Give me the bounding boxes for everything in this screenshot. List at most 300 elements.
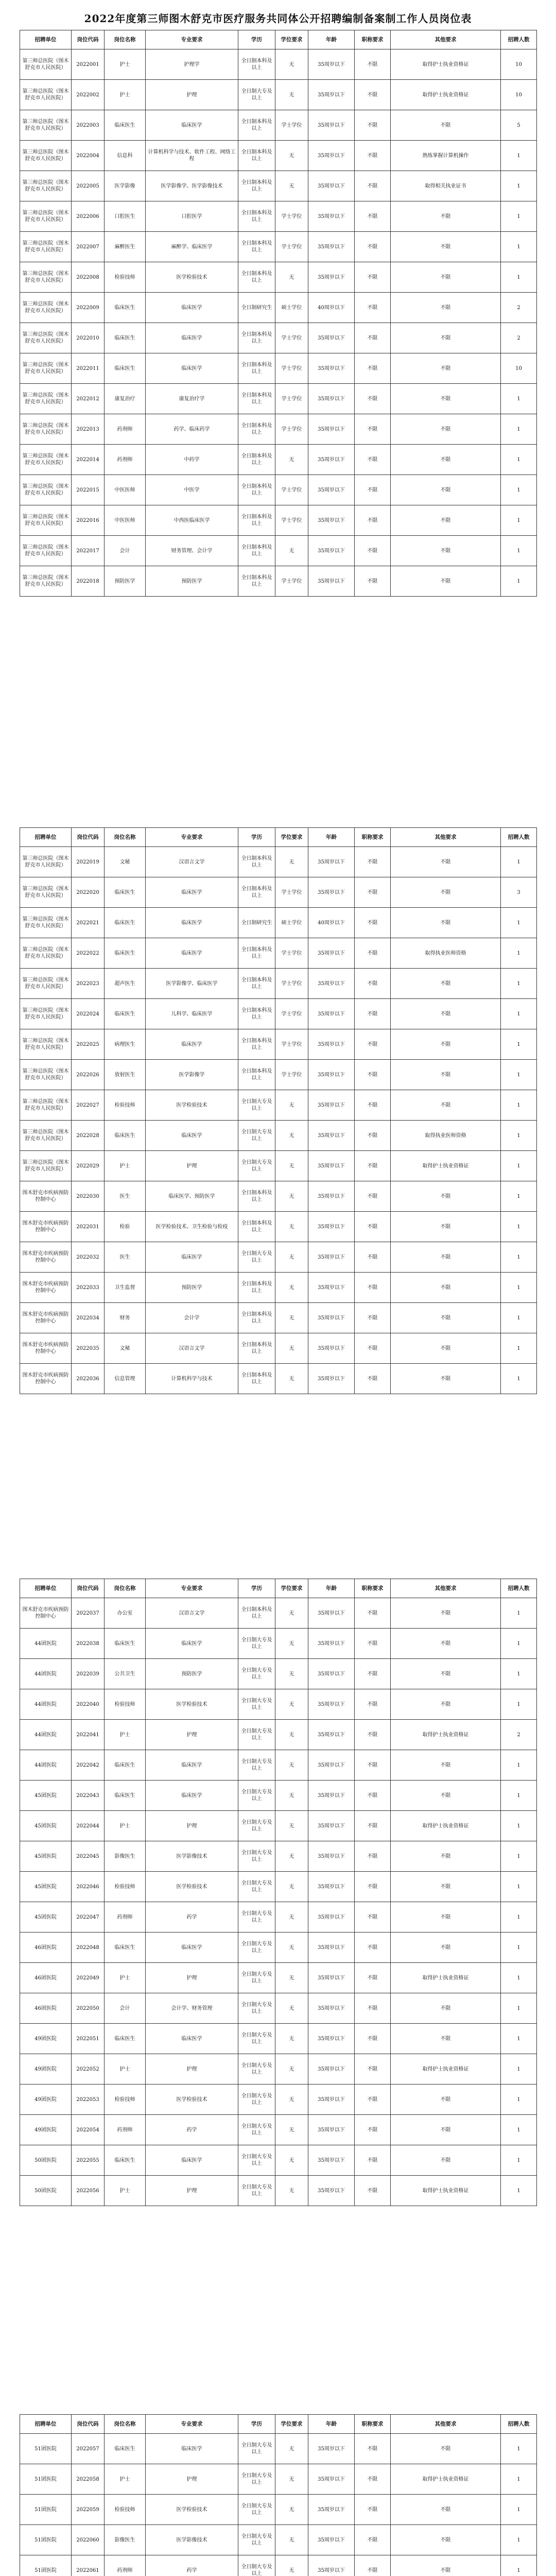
cell-age: 35周岁以下 <box>308 938 355 969</box>
cell-age: 35周岁以下 <box>308 1060 355 1090</box>
table-row <box>20 1963 537 1993</box>
cell-professional-title: 不限 <box>355 232 391 262</box>
cell-age: 35周岁以下 <box>308 141 355 171</box>
table-row <box>20 475 537 505</box>
column-header-age: 年龄 <box>308 30 355 49</box>
column-header-headcount: 招聘人数 <box>501 1579 537 1598</box>
cell-headcount: 1 <box>501 1121 537 1151</box>
cell-degree: 无 <box>275 1933 308 1963</box>
cell-professional-title: 不限 <box>355 1598 391 1629</box>
table-row <box>20 414 537 445</box>
cell-age: 35周岁以下 <box>308 1333 355 1364</box>
cell-post-code: 2022011 <box>72 353 105 384</box>
cell-department: 49团医院 <box>20 2054 72 2084</box>
cell-major: 药学 <box>146 2555 238 2576</box>
column-header-professional-title: 职称要求 <box>355 30 391 49</box>
cell-major: 儿科学、临床医学 <box>146 999 238 1029</box>
cell-age: 35周岁以下 <box>308 1181 355 1212</box>
cell-degree: 无 <box>275 1781 308 1811</box>
column-header-degree: 学位要求 <box>275 1579 308 1598</box>
cell-post-name: 临床医生 <box>105 293 146 323</box>
cell-age: 35周岁以下 <box>308 1781 355 1811</box>
cell-professional-title: 不限 <box>355 999 391 1029</box>
cell-post-name: 康复治疗 <box>105 384 146 414</box>
cell-professional-title: 不限 <box>355 80 391 110</box>
cell-post-code: 2022009 <box>72 293 105 323</box>
cell-education: 全日制本科及以上 <box>238 877 275 908</box>
cell-major: 临床医学 <box>146 938 238 969</box>
table-row <box>20 1781 537 1811</box>
cell-post-name: 口腔医生 <box>105 201 146 232</box>
cell-headcount: 1 <box>501 1212 537 1242</box>
cell-other-requirements: 不限 <box>391 1659 501 1689</box>
table-header-row <box>20 1579 537 1598</box>
cell-post-code: 2022025 <box>72 1029 105 1060</box>
cell-professional-title: 不限 <box>355 2464 391 2495</box>
cell-professional-title: 不限 <box>355 1212 391 1242</box>
cell-post-code: 2022039 <box>72 1659 105 1689</box>
table-row <box>20 1181 537 1212</box>
cell-age: 35周岁以下 <box>308 1841 355 1872</box>
cell-headcount: 1 <box>501 999 537 1029</box>
column-header-headcount: 招聘人数 <box>501 828 537 847</box>
cell-department: 第三师总医院（图木舒克市人民医院） <box>20 201 72 232</box>
cell-age: 35周岁以下 <box>308 2464 355 2495</box>
cell-education: 全日制大专及以上 <box>238 1720 275 1750</box>
cell-major: 临床医学 <box>146 2434 238 2464</box>
cell-degree: 无 <box>275 1121 308 1151</box>
table-row <box>20 1902 537 1933</box>
cell-degree: 学士学位 <box>275 323 308 353</box>
cell-age: 35周岁以下 <box>308 414 355 445</box>
cell-post-code: 2022001 <box>72 49 105 80</box>
cell-other-requirements: 不限 <box>391 293 501 323</box>
table-row <box>20 110 537 141</box>
cell-other-requirements: 不限 <box>391 908 501 938</box>
cell-headcount: 1 <box>501 1090 537 1121</box>
cell-other-requirements: 不限 <box>391 232 501 262</box>
cell-post-name: 文秘 <box>105 847 146 877</box>
cell-professional-title: 不限 <box>355 2176 391 2206</box>
cell-other-requirements: 取得护士执业资格证 <box>391 1963 501 1993</box>
cell-post-code: 2022028 <box>72 1121 105 1151</box>
cell-education: 全日制大专及以上 <box>238 1689 275 1720</box>
cell-post-code: 2022030 <box>72 1181 105 1212</box>
cell-headcount: 1 <box>501 536 537 566</box>
cell-age: 35周岁以下 <box>308 384 355 414</box>
column-header-post-name: 岗位名称 <box>105 30 146 49</box>
cell-department: 45团医院 <box>20 1872 72 1902</box>
cell-age: 35周岁以下 <box>308 2024 355 2054</box>
cell-education: 全日制本科及以上 <box>238 969 275 999</box>
table-row <box>20 847 537 877</box>
cell-post-name: 临床医生 <box>105 908 146 938</box>
cell-department: 图木舒克市疾病预防控制中心 <box>20 1212 72 1242</box>
cell-headcount: 1 <box>501 1333 537 1364</box>
cell-department: 图木舒克市疾病预防控制中心 <box>20 1242 72 1273</box>
cell-post-name: 临床医生 <box>105 1781 146 1811</box>
cell-post-name: 检验技师 <box>105 1090 146 1121</box>
table-row <box>20 1689 537 1720</box>
job-table-sheet <box>20 30 536 597</box>
cell-post-code: 2022058 <box>72 2464 105 2495</box>
table-row <box>20 1060 537 1090</box>
table-row <box>20 2115 537 2145</box>
cell-post-name: 护士 <box>105 80 146 110</box>
cell-professional-title: 不限 <box>355 445 391 475</box>
cell-post-code: 2022045 <box>72 1841 105 1872</box>
cell-post-name: 文秘 <box>105 1333 146 1364</box>
cell-other-requirements: 不限 <box>391 2084 501 2115</box>
cell-other-requirements: 不限 <box>391 505 501 536</box>
cell-other-requirements: 不限 <box>391 1364 501 1394</box>
cell-post-code: 2022033 <box>72 1273 105 1303</box>
cell-education: 全日制本科及以上 <box>238 323 275 353</box>
cell-post-name: 财务 <box>105 1303 146 1333</box>
cell-education: 全日制大专及以上 <box>238 1811 275 1841</box>
cell-post-name: 临床医生 <box>105 1750 146 1781</box>
job-table <box>20 827 537 1394</box>
cell-post-code: 2022061 <box>72 2555 105 2576</box>
cell-age: 35周岁以下 <box>308 110 355 141</box>
cell-other-requirements: 不限 <box>391 1029 501 1060</box>
cell-other-requirements: 不限 <box>391 877 501 908</box>
cell-post-code: 2022014 <box>72 445 105 475</box>
cell-post-name: 检验技师 <box>105 1872 146 1902</box>
cell-department: 第三师总医院（图木舒克市人民医院） <box>20 110 72 141</box>
cell-degree: 学士学位 <box>275 566 308 597</box>
cell-post-name: 检验技师 <box>105 262 146 293</box>
cell-post-name: 信息科 <box>105 141 146 171</box>
cell-other-requirements: 不限 <box>391 2525 501 2555</box>
table-row <box>20 445 537 475</box>
column-header-education: 学历 <box>238 828 275 847</box>
cell-education: 全日制本科及以上 <box>238 171 275 201</box>
cell-education: 全日制本科及以上 <box>238 1060 275 1090</box>
table-row <box>20 1841 537 1872</box>
column-header-major: 专业要求 <box>146 2415 238 2434</box>
cell-other-requirements: 不限 <box>391 1841 501 1872</box>
cell-professional-title: 不限 <box>355 847 391 877</box>
cell-post-code: 2022013 <box>72 414 105 445</box>
table-row <box>20 1303 537 1333</box>
cell-degree: 学士学位 <box>275 938 308 969</box>
cell-headcount: 1 <box>501 2054 537 2084</box>
cell-education: 全日制大专及以上 <box>238 2434 275 2464</box>
cell-professional-title: 不限 <box>355 49 391 80</box>
cell-other-requirements: 不限 <box>391 475 501 505</box>
cell-post-name: 检验 <box>105 1212 146 1242</box>
cell-post-code: 2022059 <box>72 2495 105 2525</box>
cell-post-name: 办公室 <box>105 1598 146 1629</box>
cell-other-requirements: 不限 <box>391 2555 501 2576</box>
cell-other-requirements: 不限 <box>391 1902 501 1933</box>
cell-age: 35周岁以下 <box>308 1659 355 1689</box>
cell-headcount: 1 <box>501 566 537 597</box>
cell-department: 第三师总医院（图木舒克市人民医院） <box>20 384 72 414</box>
column-header-department: 招聘单位 <box>20 828 72 847</box>
cell-professional-title: 不限 <box>355 414 391 445</box>
cell-major: 药学 <box>146 1902 238 1933</box>
cell-age: 35周岁以下 <box>308 2115 355 2145</box>
cell-education: 全日制大专及以上 <box>238 1750 275 1781</box>
cell-education: 全日制大专及以上 <box>238 1872 275 1902</box>
cell-education: 全日制大专及以上 <box>238 2176 275 2206</box>
cell-professional-title: 不限 <box>355 1151 391 1181</box>
cell-department: 第三师总医院（图木舒克市人民医院） <box>20 999 72 1029</box>
cell-major: 医学影像学、临床医学 <box>146 969 238 999</box>
cell-department: 46团医院 <box>20 1993 72 2024</box>
cell-other-requirements: 不限 <box>391 1090 501 1121</box>
cell-headcount: 1 <box>501 414 537 445</box>
table-row <box>20 293 537 323</box>
column-header-post-code: 岗位代码 <box>72 30 105 49</box>
cell-other-requirements: 不限 <box>391 566 501 597</box>
table-row <box>20 2145 537 2176</box>
cell-degree: 学士学位 <box>275 877 308 908</box>
cell-major: 口腔医学 <box>146 201 238 232</box>
cell-major: 医学检验技术 <box>146 2495 238 2525</box>
cell-department: 44团医院 <box>20 1720 72 1750</box>
cell-post-name: 卫生监督 <box>105 1273 146 1303</box>
cell-department: 44团医院 <box>20 1750 72 1781</box>
cell-post-code: 2022050 <box>72 1993 105 2024</box>
cell-professional-title: 不限 <box>355 171 391 201</box>
cell-post-name: 护士 <box>105 49 146 80</box>
cell-age: 35周岁以下 <box>308 1273 355 1303</box>
cell-age: 35周岁以下 <box>308 1872 355 1902</box>
cell-professional-title: 不限 <box>355 1781 391 1811</box>
cell-professional-title: 不限 <box>355 262 391 293</box>
cell-headcount: 1 <box>501 141 537 171</box>
cell-department: 44团医院 <box>20 1629 72 1659</box>
cell-headcount: 1 <box>501 2115 537 2145</box>
cell-education: 全日制大专及以上 <box>238 2145 275 2176</box>
table-header-row <box>20 2415 537 2434</box>
cell-degree: 无 <box>275 141 308 171</box>
table-row <box>20 2434 537 2464</box>
cell-age: 35周岁以下 <box>308 2495 355 2525</box>
cell-other-requirements: 不限 <box>391 1689 501 1720</box>
table-row <box>20 201 537 232</box>
cell-major: 临床医学 <box>146 1781 238 1811</box>
cell-degree: 无 <box>275 1333 308 1364</box>
cell-professional-title: 不限 <box>355 2434 391 2464</box>
cell-degree: 学士学位 <box>275 1029 308 1060</box>
cell-major: 汉语言文学 <box>146 1598 238 1629</box>
cell-major: 护理 <box>146 1151 238 1181</box>
cell-degree: 无 <box>275 2145 308 2176</box>
table-row <box>20 566 537 597</box>
cell-professional-title: 不限 <box>355 1750 391 1781</box>
cell-post-name: 检验技师 <box>105 1689 146 1720</box>
cell-headcount: 1 <box>501 262 537 293</box>
cell-education: 全日制本科及以上 <box>238 1212 275 1242</box>
cell-post-name: 临床医生 <box>105 877 146 908</box>
cell-major: 医学检验技术 <box>146 1090 238 1121</box>
cell-degree: 无 <box>275 1720 308 1750</box>
cell-age: 35周岁以下 <box>308 1720 355 1750</box>
cell-major: 临床医学 <box>146 877 238 908</box>
cell-education: 全日制本科及以上 <box>238 938 275 969</box>
cell-major: 临床医学 <box>146 293 238 323</box>
cell-post-code: 2022003 <box>72 110 105 141</box>
cell-department: 51团医院 <box>20 2525 72 2555</box>
cell-department: 46团医院 <box>20 1933 72 1963</box>
cell-headcount: 1 <box>501 2495 537 2525</box>
cell-post-code: 2022035 <box>72 1333 105 1364</box>
cell-education: 全日制大专及以上 <box>238 2464 275 2495</box>
cell-post-name: 会计 <box>105 1993 146 2024</box>
cell-degree: 学士学位 <box>275 969 308 999</box>
cell-age: 35周岁以下 <box>308 999 355 1029</box>
cell-professional-title: 不限 <box>355 384 391 414</box>
cell-post-code: 2022005 <box>72 171 105 201</box>
cell-other-requirements: 不限 <box>391 2495 501 2525</box>
cell-education: 全日制大专及以上 <box>238 2525 275 2555</box>
column-header-major: 专业要求 <box>146 828 238 847</box>
table-row <box>20 1029 537 1060</box>
cell-post-code: 2022048 <box>72 1933 105 1963</box>
table-row <box>20 2024 537 2054</box>
cell-other-requirements: 熟练掌握计算机操作 <box>391 141 501 171</box>
cell-major: 临床医学 <box>146 323 238 353</box>
cell-major: 医学影像学、医学影像技术 <box>146 171 238 201</box>
cell-degree: 无 <box>275 1993 308 2024</box>
cell-education: 全日制大专及以上 <box>238 1993 275 2024</box>
table-row <box>20 505 537 536</box>
cell-post-code: 2022055 <box>72 2145 105 2176</box>
cell-professional-title: 不限 <box>355 2054 391 2084</box>
cell-degree: 无 <box>275 49 308 80</box>
column-header-degree: 学位要求 <box>275 30 308 49</box>
cell-headcount: 1 <box>501 505 537 536</box>
cell-education: 全日制大专及以上 <box>238 2555 275 2576</box>
cell-post-code: 2022002 <box>72 80 105 110</box>
table-row <box>20 1750 537 1781</box>
cell-education: 全日制大专及以上 <box>238 1933 275 1963</box>
cell-department: 第三师总医院（图木舒克市人民医院） <box>20 1029 72 1060</box>
cell-post-name: 药剂师 <box>105 2555 146 2576</box>
table-row <box>20 323 537 353</box>
cell-post-code: 2022047 <box>72 1902 105 1933</box>
cell-headcount: 1 <box>501 1060 537 1090</box>
column-header-other-requirements: 其他要求 <box>391 30 501 49</box>
cell-professional-title: 不限 <box>355 1872 391 1902</box>
cell-post-code: 2022004 <box>72 141 105 171</box>
cell-professional-title: 不限 <box>355 1364 391 1394</box>
cell-post-name: 检验技师 <box>105 2084 146 2115</box>
column-header-other-requirements: 其他要求 <box>391 828 501 847</box>
cell-headcount: 1 <box>501 2555 537 2576</box>
cell-department: 第三师总医院（图木舒克市人民医院） <box>20 141 72 171</box>
cell-headcount: 10 <box>501 49 537 80</box>
cell-education: 全日制本科及以上 <box>238 384 275 414</box>
cell-post-code: 2022006 <box>72 201 105 232</box>
cell-degree: 无 <box>275 1750 308 1781</box>
cell-headcount: 1 <box>501 847 537 877</box>
table-row <box>20 2084 537 2115</box>
cell-degree: 无 <box>275 1364 308 1394</box>
cell-department: 第三师总医院（图木舒克市人民医院） <box>20 536 72 566</box>
column-header-post-name: 岗位名称 <box>105 828 146 847</box>
cell-post-name: 临床医生 <box>105 1629 146 1659</box>
cell-degree: 学士学位 <box>275 232 308 262</box>
cell-professional-title: 不限 <box>355 293 391 323</box>
table-row <box>20 2176 537 2206</box>
column-header-headcount: 招聘人数 <box>501 30 537 49</box>
cell-age: 35周岁以下 <box>308 536 355 566</box>
cell-professional-title: 不限 <box>355 1720 391 1750</box>
cell-education: 全日制大专及以上 <box>238 1629 275 1659</box>
cell-education: 全日制本科及以上 <box>238 475 275 505</box>
cell-age: 35周岁以下 <box>308 1121 355 1151</box>
cell-major: 临床医学 <box>146 353 238 384</box>
cell-post-name: 放射医生 <box>105 1060 146 1090</box>
cell-post-name: 护士 <box>105 1151 146 1181</box>
cell-post-code: 2022032 <box>72 1242 105 1273</box>
cell-major: 药学、临床药学 <box>146 414 238 445</box>
cell-department: 第三师总医院（图木舒克市人民医院） <box>20 171 72 201</box>
cell-headcount: 1 <box>501 2525 537 2555</box>
cell-department: 45团医院 <box>20 1781 72 1811</box>
cell-age: 35周岁以下 <box>308 80 355 110</box>
cell-department: 图木舒克市疾病预防控制中心 <box>20 1333 72 1364</box>
cell-education: 全日制大专及以上 <box>238 2024 275 2054</box>
column-header-other-requirements: 其他要求 <box>391 1579 501 1598</box>
cell-department: 50团医院 <box>20 2145 72 2176</box>
cell-post-name: 护士 <box>105 1720 146 1750</box>
cell-headcount: 1 <box>501 475 537 505</box>
cell-professional-title: 不限 <box>355 2525 391 2555</box>
cell-department: 50团医院 <box>20 2176 72 2206</box>
cell-post-name: 医生 <box>105 1242 146 1273</box>
cell-post-name: 影像医生 <box>105 1841 146 1872</box>
cell-other-requirements: 不限 <box>391 1993 501 2024</box>
cell-other-requirements: 不限 <box>391 1598 501 1629</box>
cell-major: 计算机科学与技术、软件工程、网络工程 <box>146 141 238 171</box>
cell-education: 全日制大专及以上 <box>238 1781 275 1811</box>
cell-professional-title: 不限 <box>355 201 391 232</box>
cell-headcount: 1 <box>501 171 537 201</box>
cell-post-code: 2022053 <box>72 2084 105 2115</box>
cell-post-code: 2022018 <box>72 566 105 597</box>
cell-post-code: 2022008 <box>72 262 105 293</box>
table-header-row <box>20 828 537 847</box>
cell-department: 45团医院 <box>20 1902 72 1933</box>
cell-other-requirements: 不限 <box>391 201 501 232</box>
cell-department: 图木舒克市疾病预防控制中心 <box>20 1273 72 1303</box>
cell-age: 35周岁以下 <box>308 323 355 353</box>
cell-professional-title: 不限 <box>355 1629 391 1659</box>
cell-other-requirements: 不限 <box>391 445 501 475</box>
cell-professional-title: 不限 <box>355 141 391 171</box>
column-header-age: 年龄 <box>308 828 355 847</box>
cell-education: 全日制大专及以上 <box>238 1151 275 1181</box>
cell-department: 第三师总医院（图木舒克市人民医院） <box>20 475 72 505</box>
cell-education: 全日制本科及以上 <box>238 536 275 566</box>
cell-degree: 无 <box>275 171 308 201</box>
cell-degree: 学士学位 <box>275 999 308 1029</box>
cell-other-requirements: 不限 <box>391 536 501 566</box>
cell-post-code: 2022016 <box>72 505 105 536</box>
cell-department: 第三师总医院（图木舒克市人民医院） <box>20 49 72 80</box>
cell-degree: 无 <box>275 847 308 877</box>
cell-headcount: 1 <box>501 1659 537 1689</box>
cell-professional-title: 不限 <box>355 1333 391 1364</box>
column-header-degree: 学位要求 <box>275 828 308 847</box>
cell-department: 第三师总医院（图木舒克市人民医院） <box>20 262 72 293</box>
